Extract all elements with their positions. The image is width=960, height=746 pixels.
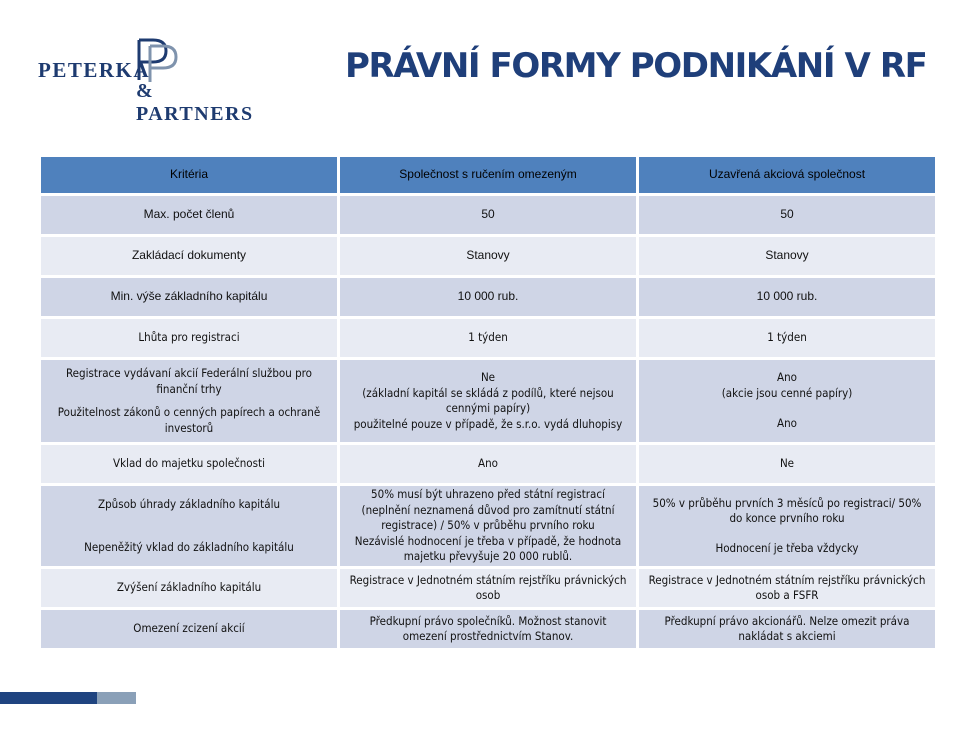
row-value-zas: 50 <box>639 196 935 234</box>
footer-bar-light <box>97 692 136 704</box>
label-text: Nepeněžitý vklad do základního kapitálu <box>84 540 294 554</box>
comparison-table <box>38 154 938 651</box>
row-label: Max. počet členů <box>41 196 337 234</box>
value-text: Ne <box>480 370 496 384</box>
row-label: Min. výše základního kapitálu <box>41 278 337 316</box>
row-value-zas <box>639 486 935 566</box>
company-logo <box>38 38 278 125</box>
row-value-sro: 50 <box>340 196 636 234</box>
table-header-row <box>41 157 935 193</box>
row-value-zas: Stanovy <box>639 237 935 275</box>
row-value-sro: Registrace v Jednotném státním rejstříku právnických osob <box>340 569 636 607</box>
row-label <box>41 486 337 566</box>
row-value-zas: 1 týden <box>639 319 935 357</box>
page-title: PRÁVNÍ FORMY PODNIKÁNÍ V RF <box>345 46 927 86</box>
table-row <box>41 196 935 234</box>
header-criteria: Kritéria <box>41 157 337 193</box>
row-value-sro: 1 týden <box>340 319 636 357</box>
row-value-sro <box>340 360 636 442</box>
table-row <box>41 278 935 316</box>
label-text: Způsob úhrady základního kapitálu <box>97 496 281 511</box>
row-value-zas: Registrace v Jednotném státním rejstříku právnických osob a FSFR <box>639 569 935 607</box>
row-label: Lhůta pro registraci <box>41 319 337 357</box>
table-row <box>41 569 935 607</box>
footer-bar-dark <box>0 692 97 704</box>
table-row <box>41 237 935 275</box>
row-value-sro <box>340 486 636 566</box>
value-text: použitelné pouze v případě, že s.r.o. vydá dluhopisy <box>353 416 623 431</box>
table-row <box>41 486 935 566</box>
value-text: Ano <box>777 370 797 385</box>
value-text: Ano <box>777 416 797 431</box>
row-value-zas: 10 000 rub. <box>639 278 935 316</box>
value-text: (akcie jsou cenné papíry) <box>721 385 853 400</box>
label-securities-law: Použitelnost zákonů o cenných papírech a ochraně investorů <box>57 405 321 435</box>
row-label: Omezení zcizení akcií <box>41 610 337 648</box>
row-value-zas: Předkupní právo akcionářů. Nelze omezit práva nakládat s akciemi <box>639 610 935 648</box>
value-text: Hodnocení je třeba vždycky <box>715 540 859 555</box>
table-row <box>41 610 935 648</box>
logo-text-peterka: PETERKA <box>38 58 151 82</box>
value-text: Nezávislé hodnocení je třeba v případě, že hodnota majetku převyšuje 20 000 rublů. <box>354 533 622 564</box>
row-value-sro: Ano <box>340 445 636 483</box>
row-label: Zakládací dokumenty <box>41 237 337 275</box>
row-label <box>41 360 337 442</box>
label-share-registration: Registrace vydávaní akcií Federální službou pro finanční trhy <box>66 366 312 396</box>
row-value-zas <box>639 360 935 442</box>
row-value-zas: Ne <box>639 445 935 483</box>
value-text: (základní kapitál se skládá z podílů, které nejsou cennými papíry) <box>362 385 614 415</box>
row-value-sro: Předkupní právo společníků. Možnost stanovit omezení prostřednictvím Stanov. <box>340 610 636 648</box>
header-sro: Společnost s ručením omezeným <box>340 157 636 193</box>
table-row <box>41 360 935 442</box>
row-value-sro: Stanovy <box>340 237 636 275</box>
row-label: Zvýšení základního kapitálu <box>41 569 337 607</box>
table-row <box>41 445 935 483</box>
header-zas: Uzavřená akciová společnost <box>639 157 935 193</box>
value-text: 50% v průběhu prvních 3 měsíců po registraci/ 50% do konce prvního roku <box>652 495 922 526</box>
table-row <box>41 319 935 357</box>
value-text: 50% musí být uhrazeno před státní registrací (neplnění neznamená důvod pro zamítnutí státní registrace) / 50% v průběhu prvního roku <box>361 487 615 533</box>
logo-text-partners: & PARTNERS <box>136 80 254 125</box>
row-label: Vklad do majetku společnosti <box>41 445 337 483</box>
row-value-sro: 10 000 rub. <box>340 278 636 316</box>
